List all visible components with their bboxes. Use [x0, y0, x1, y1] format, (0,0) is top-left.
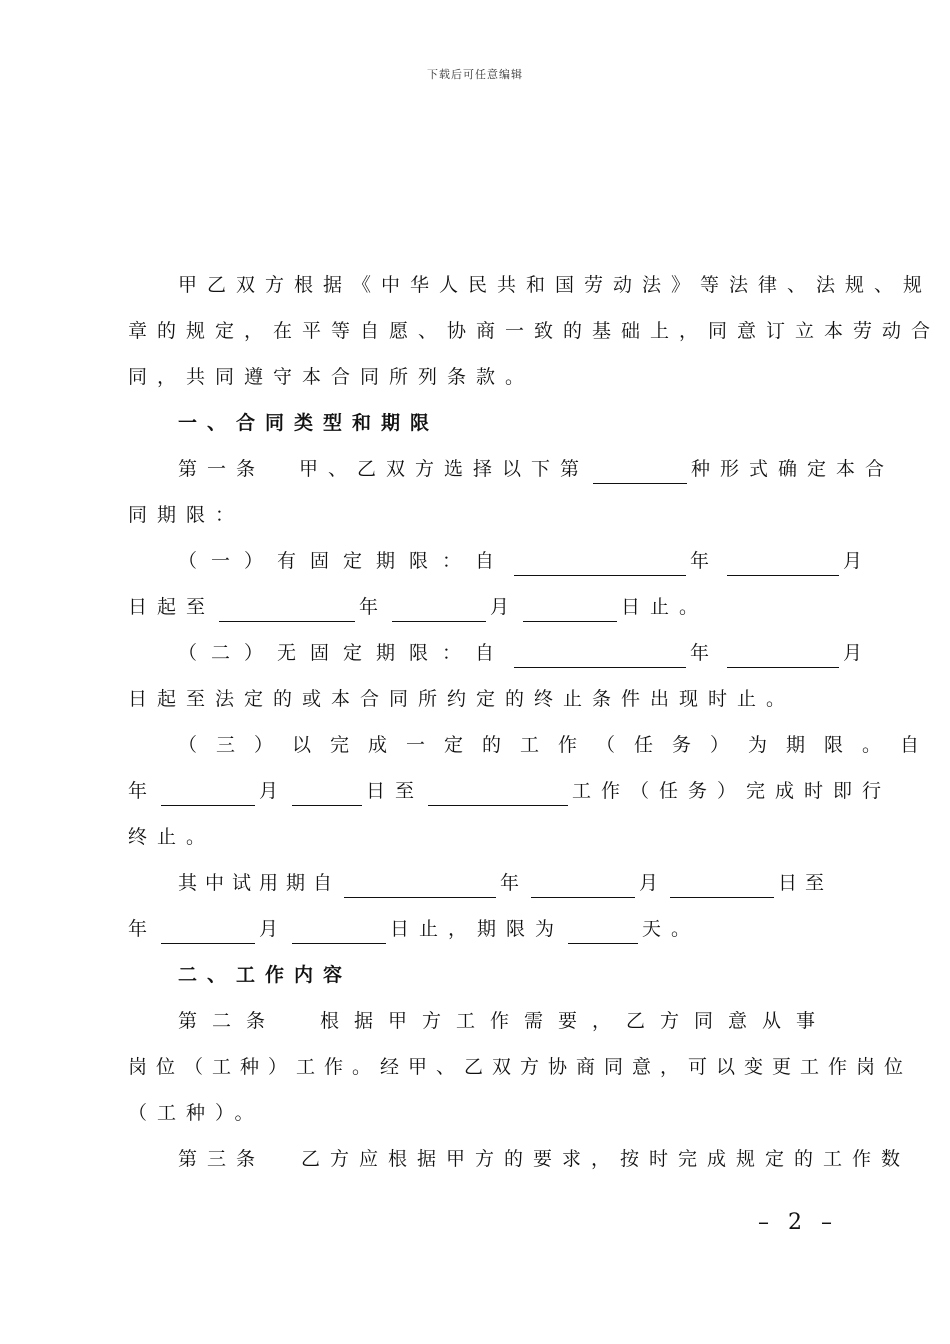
preamble-line-1: 甲乙双方根据《中华人民共和国劳动法》等法律、法规、规 — [178, 274, 933, 296]
probation-year-label: 年 — [500, 872, 528, 894]
option-1-end-day-blank[interactable] — [523, 599, 617, 622]
probation-days-blank[interactable] — [568, 921, 638, 944]
option-3-line-2 — [128, 776, 892, 806]
probation-line-1 — [178, 868, 833, 898]
probation-end-month-blank[interactable] — [292, 921, 386, 944]
probation-end-year-blank[interactable] — [161, 921, 255, 944]
article-1-line-1 — [178, 454, 895, 484]
article-2-line-1 — [178, 1006, 830, 1036]
option-1-end-year-blank[interactable] — [219, 599, 355, 622]
option-1-prefix: （一）有固定期限：自 — [178, 550, 509, 572]
option-1-month-label: 月 — [843, 550, 877, 572]
probation-start-year-blank[interactable] — [344, 875, 496, 898]
option-3-day-blank[interactable] — [428, 783, 568, 806]
probation-line2-d: 天。 — [642, 918, 701, 940]
article-3-label: 第三条 — [178, 1148, 266, 1170]
probation-prefix: 其中试用期自 — [178, 872, 341, 894]
article-1-line-2: 同期限： — [128, 504, 245, 526]
preamble-line-3: 同，共同遵守本合同所列条款。 — [128, 366, 535, 388]
article-2-line-2: 岗位（工种）工作。经甲、乙双方协商同意，可以变更工作岗位 — [128, 1056, 913, 1078]
probation-line2-b: 月 — [259, 918, 289, 940]
option-2-prefix: （二）无固定期限：自 — [178, 642, 509, 664]
article-2-text: 根据甲方工作需要，乙方同意从事 — [320, 1010, 831, 1032]
option-2-start-month-blank[interactable] — [727, 645, 839, 668]
option-3-line2-d: 工作（任务）完成时即行 — [572, 780, 892, 802]
option-1-line2-d: 日止。 — [621, 596, 709, 618]
option-3-month-blank[interactable] — [292, 783, 362, 806]
option-1-line2-c: 月 — [490, 596, 520, 618]
article-1-text-b: 种形式确定本合 — [691, 458, 895, 480]
option-2-start-year-blank[interactable] — [514, 645, 686, 668]
option-2-line-2: 日起至法定的或本合同所约定的终止条件出现时止。 — [128, 688, 796, 710]
section-2-title: 二、工作内容 — [178, 964, 353, 986]
article-3-text: 乙方应根据甲方的要求，按时完成规定的工作数 — [301, 1148, 911, 1170]
article-1-text-a: 甲、乙双方选择以下第 — [299, 458, 590, 480]
option-3-year-blank[interactable] — [161, 783, 255, 806]
article-2-label: 第二条 — [178, 1010, 281, 1032]
option-1-start-month-blank[interactable] — [727, 553, 839, 576]
preamble-line-2: 章的规定，在平等自愿、协商一致的基础上，同意订立本劳动合 — [128, 320, 941, 342]
option-3-line2-b: 月 — [259, 780, 289, 802]
option-2-year-label: 年 — [690, 642, 724, 664]
header-watermark: 下载后可任意编辑 — [427, 68, 523, 81]
article-3-line-1 — [178, 1144, 911, 1174]
option-1-end-month-blank[interactable] — [392, 599, 486, 622]
option-3-line2-c: 日至 — [366, 780, 425, 802]
option-1-line-2 — [128, 592, 830, 622]
probation-start-month-blank[interactable] — [531, 875, 635, 898]
option-3-line-1: （三）以完成一定的工作（任务）为期限。自 — [178, 734, 939, 756]
option-3-line2-a: 年 — [128, 780, 158, 802]
option-1-line2-a: 日起至 — [128, 596, 216, 618]
probation-day-to-label: 日至 — [778, 872, 833, 894]
probation-line2-c: 日止，期限为 — [390, 918, 565, 940]
option-1-line-1 — [178, 546, 877, 576]
probation-start-day-blank[interactable] — [670, 875, 774, 898]
form-choice-blank[interactable] — [593, 461, 687, 484]
option-3-line-3: 终止。 — [128, 826, 216, 848]
option-1-line2-b: 年 — [359, 596, 389, 618]
option-1-year-label: 年 — [690, 550, 724, 572]
article-1-label: 第一条 — [178, 458, 266, 480]
article-2-line-3: （工种）。 — [128, 1102, 264, 1124]
page-number: – 2 – — [758, 1210, 838, 1235]
probation-month-label: 月 — [639, 872, 667, 894]
option-2-month-label: 月 — [843, 642, 877, 664]
section-1-title: 一、合同类型和期限 — [178, 412, 440, 434]
option-1-start-year-blank[interactable] — [514, 553, 686, 576]
option-2-line-1 — [178, 638, 877, 668]
probation-line-2 — [128, 914, 830, 944]
probation-line2-a: 年 — [128, 918, 158, 940]
